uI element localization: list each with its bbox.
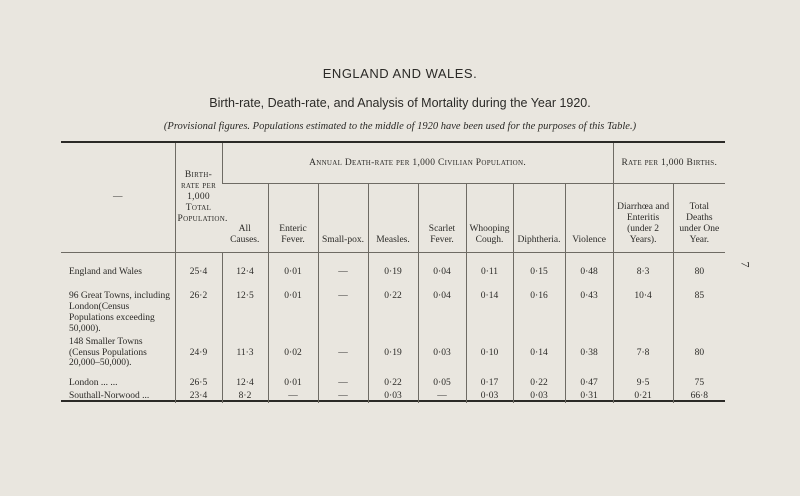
whooping-cell: 0·11	[466, 253, 513, 290]
violence-cell: 0·38	[565, 336, 613, 371]
total-deaths-cell: 85	[673, 290, 725, 336]
birth-rate-cell: 24·9	[175, 336, 222, 371]
violence-cell: 0·48	[565, 253, 613, 290]
enteric-cell: 0·01	[268, 253, 318, 290]
scarlet-cell: 0·04	[418, 290, 466, 336]
smallpox-cell: —	[318, 370, 368, 390]
diphtheria-cell: 0·03	[513, 390, 565, 403]
row-label: England and Wales	[69, 267, 142, 277]
measles-cell: 0·03	[368, 390, 418, 403]
diarrhoea-cell: 9·5	[613, 370, 673, 390]
margin-page-mark: 7	[738, 261, 753, 268]
diphtheria-cell: 0·15	[513, 253, 565, 290]
row-label: Southall-Norwood ...	[69, 391, 150, 402]
birth-rate-cell: 26·5	[175, 370, 222, 390]
row-label: London ... ...	[69, 378, 118, 389]
row-label: 148 Smaller Towns (Census Populations 20,000–50,000).	[69, 336, 147, 369]
col-measles: Measles.	[368, 184, 418, 253]
corner-cell: —	[61, 143, 175, 253]
col-scarlet-fever: Scarlet Fever.	[418, 184, 466, 253]
measles-cell: 0·22	[368, 370, 418, 390]
all-causes-cell: 8·2	[222, 390, 268, 403]
violence-cell: 0·31	[565, 390, 613, 403]
enteric-cell: 0·02	[268, 336, 318, 371]
measles-cell: 0·22	[368, 290, 418, 336]
total-deaths-cell: 66·8	[673, 390, 725, 403]
scarlet-cell: 0·04	[418, 253, 466, 290]
diphtheria-cell: 0·16	[513, 290, 565, 336]
row-label: 96 Great Towns, including London(Census Populations exceeding 50,000).	[69, 290, 171, 334]
smallpox-cell: —	[318, 336, 368, 371]
enteric-cell: 0·01	[268, 370, 318, 390]
scarlet-cell: —	[418, 390, 466, 403]
enteric-cell: —	[268, 390, 318, 403]
diarrhoea-cell: 7·8	[613, 336, 673, 371]
smallpox-cell: —	[318, 290, 368, 336]
violence-cell: 0·47	[565, 370, 613, 390]
diarrhoea-cell: 8·3	[613, 253, 673, 290]
table-row	[61, 253, 725, 290]
birth-rate-header: Birth-rate per 1,000 Total Population.	[175, 143, 222, 253]
all-causes-cell: 12·4	[222, 253, 268, 290]
mortality-table	[61, 143, 725, 403]
annual-death-rate-header: Annual Death-rate per 1,000 Civilian Population.	[222, 143, 613, 184]
enteric-cell: 0·01	[268, 290, 318, 336]
scarlet-cell: 0·03	[418, 336, 466, 371]
diphtheria-cell: 0·14	[513, 336, 565, 371]
table-row	[61, 336, 725, 371]
whooping-cell: 0·17	[466, 370, 513, 390]
table-row	[61, 370, 725, 390]
all-causes-cell: 11·3	[222, 336, 268, 371]
total-deaths-cell: 80	[673, 253, 725, 290]
smallpox-cell: —	[318, 390, 368, 403]
table-subtitle: Birth-rate, Death-rate, and Analysis of Mortality during the Year 1920.	[209, 96, 591, 110]
whooping-cell: 0·10	[466, 336, 513, 371]
birth-rate-cell: 23·4	[175, 390, 222, 403]
birth-rate-cell: 25·4	[175, 253, 222, 290]
rate-per-births-header: Rate per 1,000 Births.	[613, 143, 725, 184]
measles-cell: 0·19	[368, 253, 418, 290]
page-title: ENGLAND AND WALES.	[322, 66, 478, 81]
total-deaths-cell: 75	[673, 370, 725, 390]
col-total-deaths-under-one: Total Deaths under One Year.	[673, 184, 725, 253]
diphtheria-cell: 0·22	[513, 370, 565, 390]
birth-rate-cell: 26·2	[175, 290, 222, 336]
smallpox-cell: —	[318, 253, 368, 290]
measles-cell: 0·19	[368, 336, 418, 371]
col-enteric-fever: Enteric Fever.	[268, 184, 318, 253]
col-violence: Violence	[565, 184, 613, 253]
table-note: (Provisional figures. Populations estimated to the middle of 1920 have been used for the purposes of this Table.)	[163, 121, 637, 132]
all-causes-cell: 12·4	[222, 370, 268, 390]
all-causes-cell: 12·5	[222, 290, 268, 336]
violence-cell: 0·43	[565, 290, 613, 336]
scarlet-cell: 0·05	[418, 370, 466, 390]
table-row	[61, 390, 725, 403]
col-small-pox: Small-pox.	[318, 184, 368, 253]
mortality-table-frame	[61, 141, 725, 402]
col-whooping-cough: Whooping Cough.	[466, 184, 513, 253]
whooping-cell: 0·14	[466, 290, 513, 336]
col-diphtheria: Diphtheria.	[513, 184, 565, 253]
diarrhoea-cell: 0·21	[613, 390, 673, 403]
col-all-causes: All Causes.	[222, 184, 268, 253]
whooping-cell: 0·03	[466, 390, 513, 403]
diarrhoea-cell: 10·4	[613, 290, 673, 336]
total-deaths-cell: 80	[673, 336, 725, 371]
col-diarrhoea: Diarrhœa and Enteritis (under 2 Years).	[613, 184, 673, 253]
table-row	[61, 290, 725, 336]
